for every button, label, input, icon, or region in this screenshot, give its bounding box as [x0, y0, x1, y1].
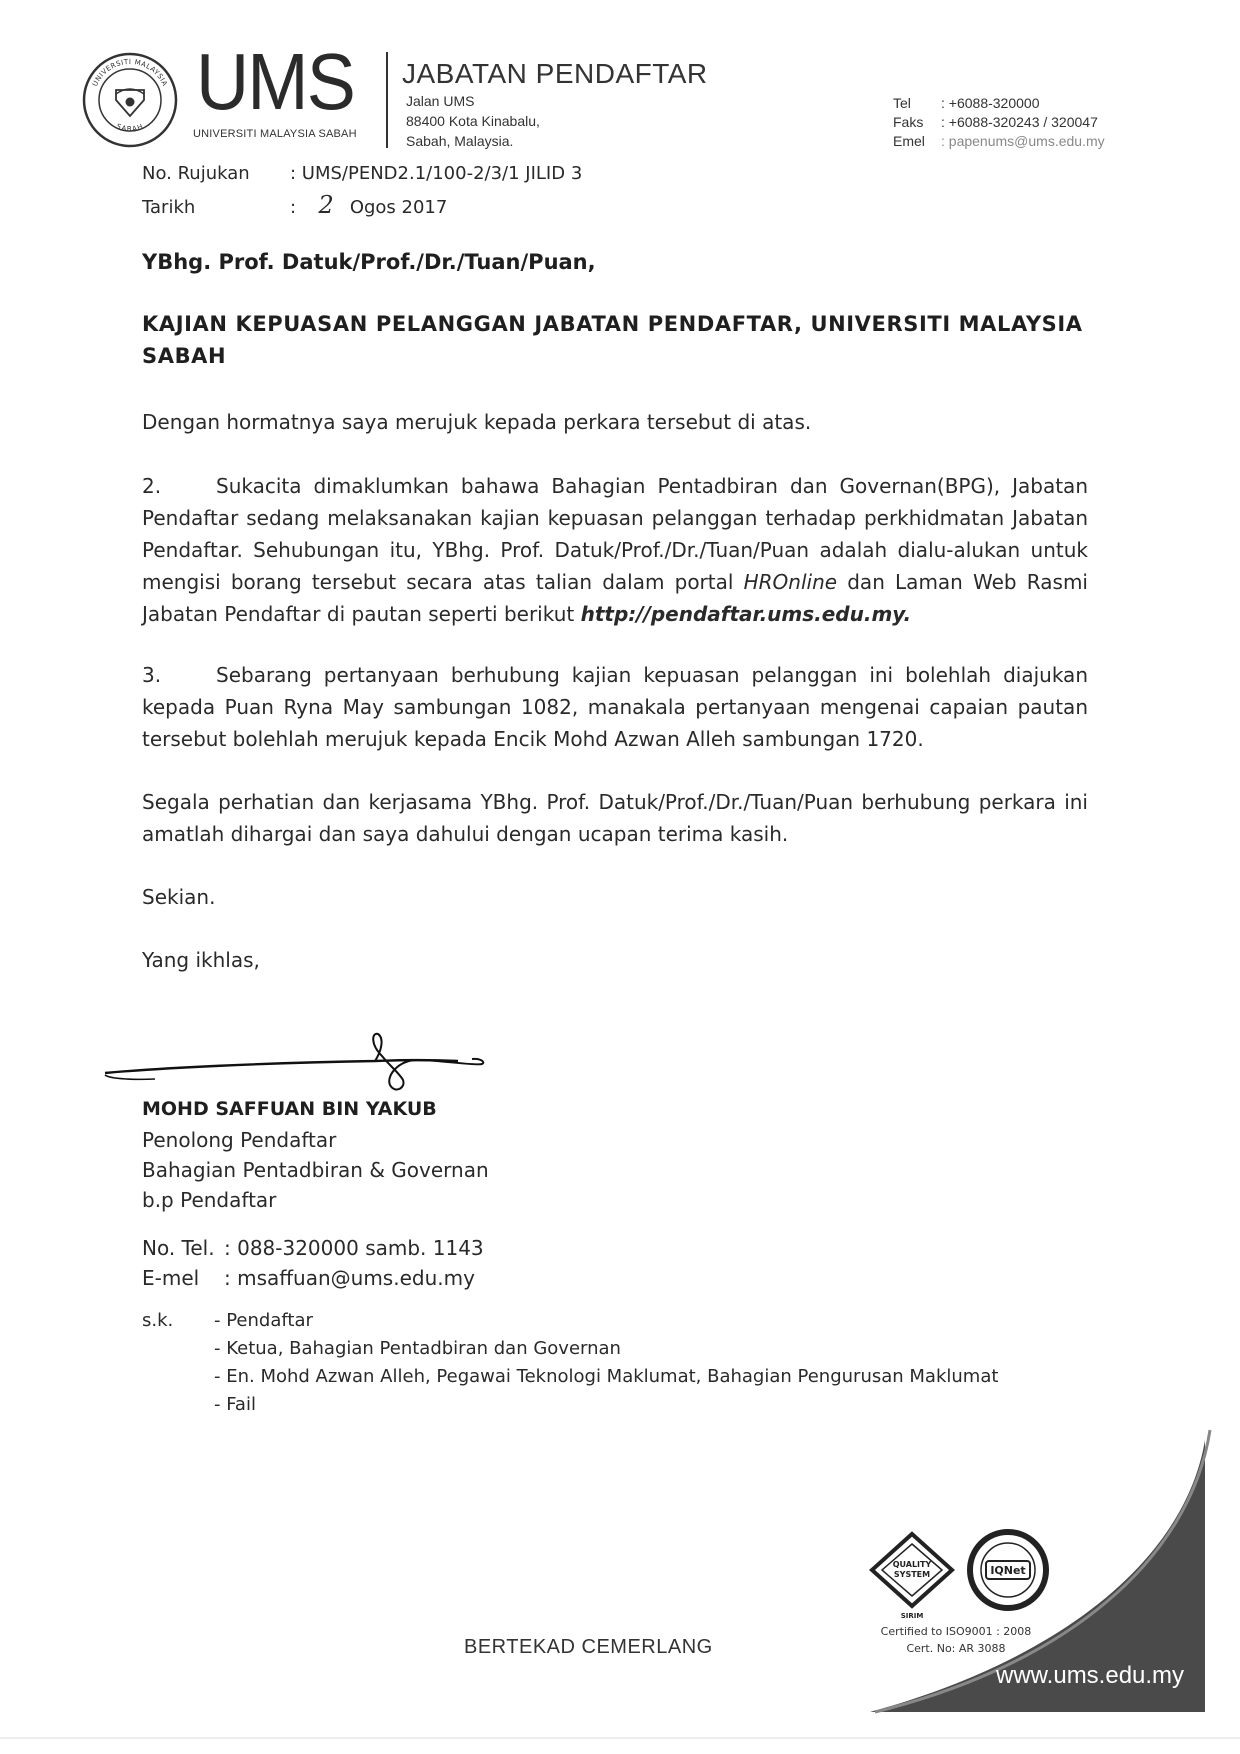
sirim-quality-badge [866, 1530, 958, 1620]
cert-number: Cert. No: AR 3088 [906, 1642, 1006, 1655]
iqnet-badge [966, 1528, 1050, 1612]
signer-division: Bahagian Pentadbiran & Governan [142, 1158, 489, 1182]
address-line: Sabah, Malaysia. [406, 133, 514, 149]
paragraph-2: 2. Sukacita dimaklumkan bahawa Bahagian Pentadbiran dan Governan(BPG), Jabatan Pendaftar sedang melaksanakan kajian kepuasan pelanggan terhadap perkhidmatan Jabatan Pendaftar. Sehubungan itu, YBhg. Prof. Datuk/Prof./Dr./Tuan/Puan adalah dialu-alukan untuk mengisi borang tersebut secara atas talian dalam portal HROnline dan Laman Web Rasmi Jabatan Pendaftar di pautan seperti berikut http://pendaftar.ums.edu.my. [142, 474, 1088, 626]
cc-item: - En. Mohd Azwan Alleh, Pegawai Teknologi Maklumat, Bahagian Pengurusan Maklumat [214, 1366, 999, 1387]
header-divider [386, 52, 388, 148]
handwritten-day: 2 [318, 191, 334, 219]
svg-text:IQNet: IQNet [990, 1564, 1026, 1577]
address-line: 88400 Kota Kinabalu, [406, 113, 540, 129]
website-link[interactable]: www.ums.edu.my [996, 1662, 1185, 1689]
contact-email: Emel : papenums@ums.edu.my [893, 133, 1105, 149]
cc-item: - Pendaftar [214, 1310, 313, 1331]
handwritten-signature [100, 1030, 500, 1100]
address-line: Jalan UMS [406, 93, 475, 109]
svg-text:SIRIM: SIRIM [900, 1612, 924, 1620]
footer-motto: BERTEKAD CEMERLANG [464, 1636, 713, 1658]
subject-heading: KAJIAN KEPUASAN PELANGGAN JABATAN PENDAFTAR, UNIVERSITI MALAYSIA SABAH [142, 312, 1083, 368]
letter-date: Tarikh : 2 Ogos 2017 [142, 191, 448, 219]
signer-email: E-mel : msaffuan@ums.edu.my [142, 1266, 475, 1290]
iso-certification: Certified to ISO9001 : 2008 [880, 1625, 1032, 1638]
ums-wordmark: UMS [196, 37, 355, 126]
regards: Yang ikhlas, [142, 948, 260, 972]
contact-fax: Faks : +6088-320243 / 320047 [893, 114, 1098, 130]
svg-text:UNIVERSITI MALAYSIA: UNIVERSITI MALAYSIA [90, 57, 170, 88]
portal-name: HROnline [743, 570, 838, 594]
cc-item: - Fail [214, 1394, 256, 1415]
ums-seal-logo [80, 50, 180, 150]
department-title: JABATAN PENDAFTAR [402, 58, 708, 89]
reference-number: No. Rujukan : UMS/PEND2.1/100-2/3/1 JILID 3 [142, 163, 583, 184]
signer-title: Penolong Pendaftar [142, 1128, 337, 1152]
svg-text:SYSTEM: SYSTEM [893, 1570, 931, 1579]
pendaftar-link[interactable]: http://pendaftar.ums.edu.my. [580, 602, 912, 626]
contact-tel: Tel : +6088-320000 [893, 95, 1040, 111]
paragraph-3: 3. Sebarang pertanyaan berhubung kajian kepuasan pelanggan ini bolehlah diajukan kepada Puan Ryna May sambungan 1082, manakala pertanyaan mengenai capaian pautan tersebut bolehlah merujuk kepada Encik Mohd Azwan Alleh sambungan 1720. [142, 663, 1088, 751]
svg-text:SABAH: SABAH [115, 122, 145, 134]
salutation: YBhg. Prof. Datuk/Prof./Dr./Tuan/Puan, [142, 250, 596, 274]
paragraph-4: Segala perhatian dan kerjasama YBhg. Prof. Datuk/Prof./Dr./Tuan/Puan berhubung perkara ini amatlah dihargai dan saya dahului dengan ucapan terima kasih. [142, 790, 1088, 846]
ums-subtitle: UNIVERSITI MALAYSIA SABAH [193, 128, 357, 140]
signer-phone: No. Tel. : 088-320000 samb. 1143 [142, 1236, 484, 1260]
closing: Sekian. [142, 885, 216, 909]
signer-name: MOHD SAFFUAN BIN YAKUB [142, 1098, 437, 1120]
cc-label: s.k. [142, 1310, 174, 1331]
svg-text:QUALITY: QUALITY [892, 1560, 932, 1569]
cc-item: - Ketua, Bahagian Pentadbiran dan Governan [214, 1338, 621, 1359]
paragraph-1: Dengan hormatnya saya merujuk kepada perkara tersebut di atas. [142, 410, 812, 434]
signer-on-behalf: b.p Pendaftar [142, 1188, 277, 1212]
